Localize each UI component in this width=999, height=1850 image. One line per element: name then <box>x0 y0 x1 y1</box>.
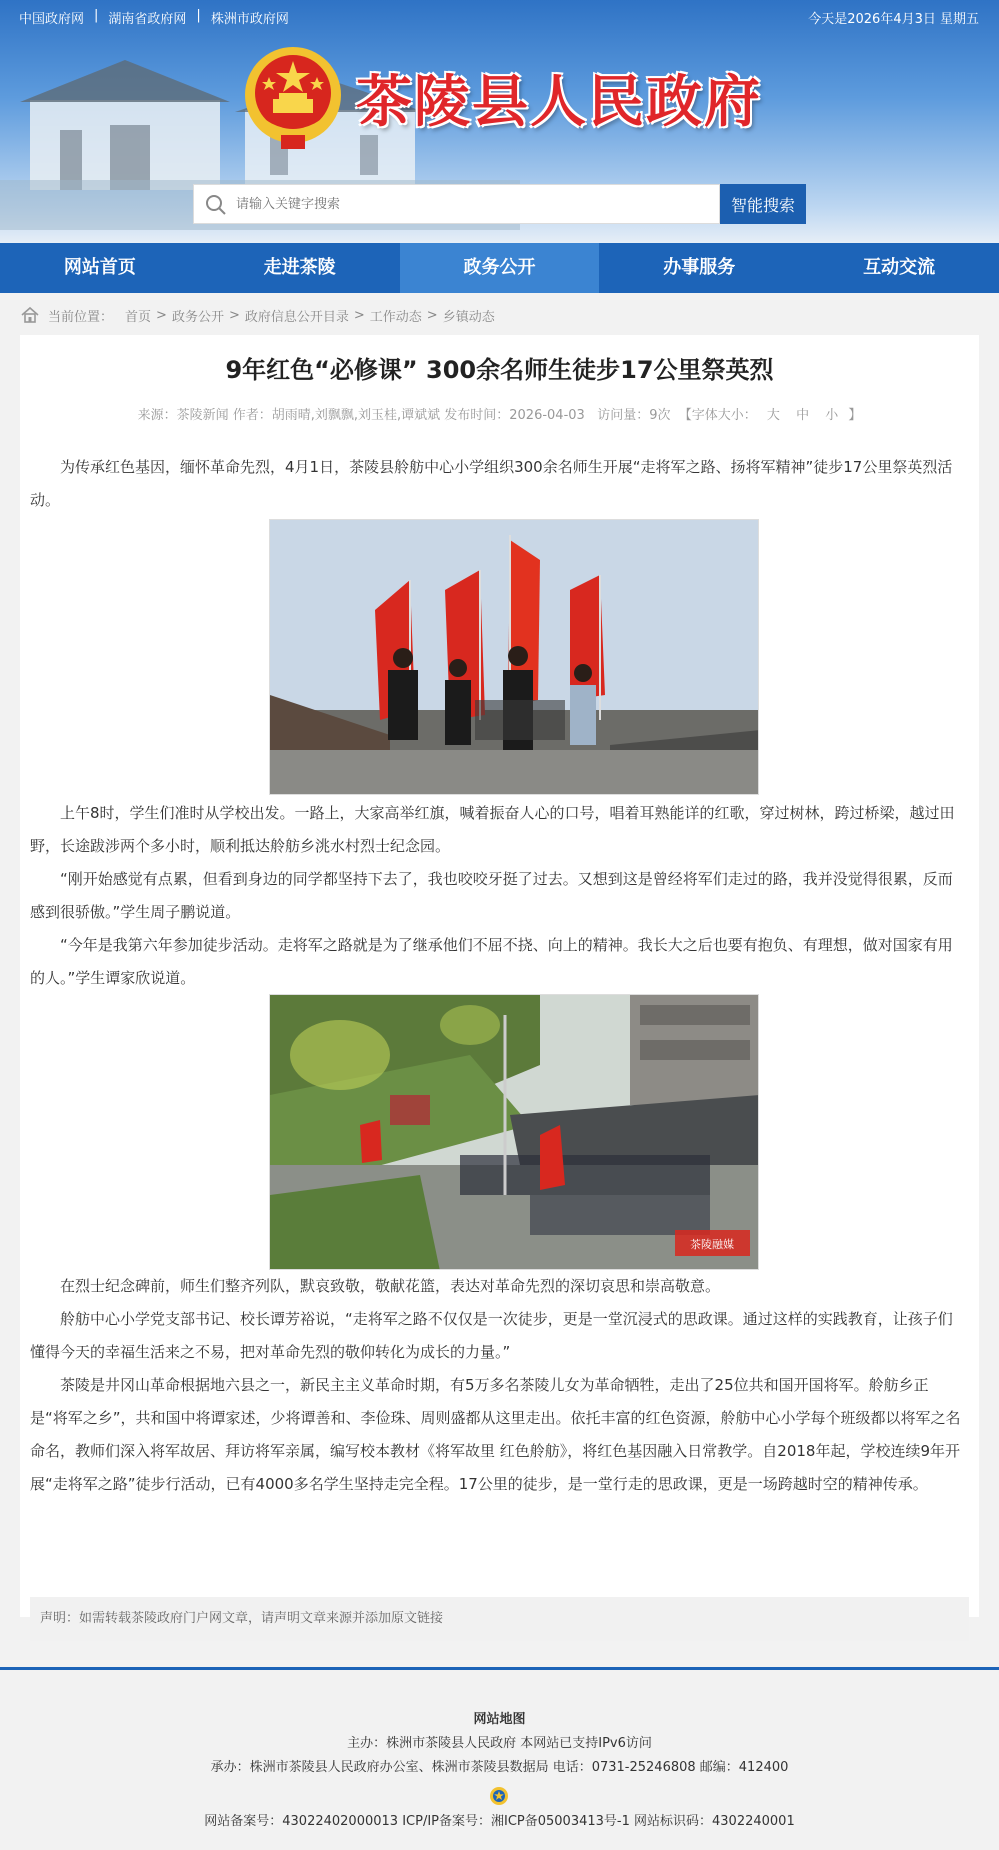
font-size-open: 【字体大小： <box>678 408 757 423</box>
search-box <box>193 184 720 224</box>
article-photo-march <box>269 519 759 795</box>
search-icon <box>204 193 228 217</box>
article-paragraph: 茶陵是井冈山革命根据地六县之一，新民主主义革命时期，有5万多名茶陵儿女为革命牺牲，走出了25位共和国开国将军。舲舫乡正是“将军之乡”，共和国中将谭家述，少将谭善和、李俭珠、周则盛都从这里走出。依托丰富的红色资源，舲舫中心小学每个班级都以将军之名命名，教师们深入将军故居、拜访将军亲属，编写校本教材《将军故里 红色舲舫》，将红色基因融入日常教学。自2018年起，学校连续9年开展“走将军之路”徒步行活动，已有4000多名学生坚持走完全程。17公里的徒步，是一堂行走的思政课，更是一场跨越时空的精神传承。 <box>30 1376 961 1493</box>
font-size-close: 】 <box>848 408 862 423</box>
link-central-gov[interactable]: 中国政府网 <box>19 12 85 27</box>
article-paragraph: 上午8时，学生们准时从学校出发。一路上，大家高举红旗，喊着振奋人心的口号，唱着耳熟能详的红歌，穿过树林，跨过桥梁，越过田野，长途跋涉两个多小时，顺利抵达舲舫乡洮水村烈士纪念园。 <box>30 804 955 855</box>
font-size-medium[interactable]: 中 <box>796 408 810 423</box>
reprint-statement: 声明：如需转载茶陵政府门户网文章，请声明文章来源并添加原文链接 <box>30 1597 969 1641</box>
article-paragraph: 舲舫中心小学党支部书记、校长谭芳裕说，“走将军之路不仅仅是一次徒步，更是一堂沉浸式的思政课。通过这样的实践教育，让孩子们懂得今天的幸福生活来之不易，把对革命先烈的敬仰转化为成长的力量。” <box>30 1310 953 1361</box>
breadcrumb-town-news[interactable]: 乡镇动态 <box>442 309 495 325</box>
top-bar <box>0 0 999 32</box>
link-separator: | <box>94 8 99 23</box>
home-icon <box>20 306 40 324</box>
breadcrumb-work-news[interactable]: 工作动态 <box>369 309 422 325</box>
nav-item-gov-affairs[interactable]: 政务公开 <box>400 243 600 293</box>
link-separator: | <box>196 8 201 23</box>
photo-memorial-image <box>270 995 759 1270</box>
main-nav <box>0 243 999 293</box>
link-zhuzhou-gov[interactable]: 株洲市政府网 <box>210 12 289 27</box>
article-paragraph: 在烈士纪念碑前，师生们整齐列队，默哀致敬，敬献花篮，表达对革命先烈的深切哀思和崇高敬意。 <box>60 1277 721 1295</box>
footer-record-numbers: 网站备案号：43022402000013 ICP/IP备案号：湘ICP备05003413号-1 网站标识码：4302240001 <box>204 1814 795 1829</box>
breadcrumb-label: 当前位置： <box>48 309 114 325</box>
top-links <box>19 8 289 27</box>
article-views: 访问量：9次 <box>597 408 671 423</box>
site-header <box>0 0 999 243</box>
article-photo-memorial <box>269 994 759 1270</box>
footer-sponsor: 主办：株洲市茶陵县人民政府 本网站已支持IPv6访问 <box>347 1736 652 1751</box>
breadcrumb-info-catalog[interactable]: 政府信息公开目录 <box>244 309 349 325</box>
breadcrumb <box>20 303 495 327</box>
nav-item-interaction[interactable]: 互动交流 <box>863 257 936 278</box>
nav-item-services[interactable]: 办事服务 <box>663 257 736 278</box>
site-title: 茶陵县人民政府 <box>356 69 762 135</box>
article-meta <box>20 404 979 423</box>
photo-march-image <box>270 520 759 795</box>
article-source-author-date: 来源：茶陵新闻 作者：胡雨晴,刘飘飘,刘玉桂,谭斌斌 发布时间：2026-04-03 <box>137 408 585 423</box>
nav-item-about[interactable]: 走进茶陵 <box>263 257 336 278</box>
sitemap-link[interactable]: 网站地图 <box>473 1712 526 1727</box>
breadcrumb-separator: > <box>156 307 167 323</box>
smart-search-button[interactable]: 智能搜索 <box>720 184 806 224</box>
current-date: 今天是2026年4月3日 星期五 <box>808 12 979 27</box>
font-size-large[interactable]: 大 <box>766 408 780 423</box>
article-card <box>20 335 979 1626</box>
breadcrumb-separator: > <box>426 307 438 323</box>
nav-item-home[interactable]: 网站首页 <box>63 257 136 278</box>
article-title: 9年红色“必修课” 300余名师生徒步17公里祭英烈 <box>225 356 774 384</box>
article-paragraph: “今年是我第六年参加徒步活动。走将军之路就是为了继承他们不屈不挠、向上的精神。我长大之后也要有抱负、有理想，做对国家有用的人。”学生谭家欣说道。 <box>30 936 953 987</box>
link-hunan-gov[interactable]: 湖南省政府网 <box>108 12 187 27</box>
font-size-small[interactable]: 小 <box>825 408 839 423</box>
police-emblem-icon <box>489 1786 509 1807</box>
footer-organizer: 承办：株洲市茶陵县人民政府办公室、株洲市茶陵县数据局 电话：0731-25246808 邮编：412400 <box>210 1760 789 1775</box>
breadcrumb-separator: > <box>353 307 365 323</box>
photo-watermark: 茶陵融媒 <box>690 1238 734 1251</box>
search-input[interactable] <box>236 185 706 223</box>
site-footer <box>0 1667 999 1850</box>
breadcrumb-home[interactable]: 首页 <box>125 309 152 325</box>
national-emblem-icon <box>241 43 345 153</box>
article-paragraph: “刚开始感觉有点累，但看到身边的同学都坚持下去了，我也咬咬牙挺了过去。又想到这是曾经将军们走过的路，我并没觉得很累，反而感到很骄傲。”学生周子鹏说道。 <box>30 870 953 921</box>
article-paragraph: 为传承红色基因，缅怀革命先烈，4月1日，茶陵县舲舫中心小学组织300余名师生开展“走将军之路、扬将军精神”徒步17公里祭英烈活动。 <box>30 458 953 509</box>
breadcrumb-separator: > <box>228 307 240 323</box>
breadcrumb-gov-affairs[interactable]: 政务公开 <box>171 309 224 325</box>
